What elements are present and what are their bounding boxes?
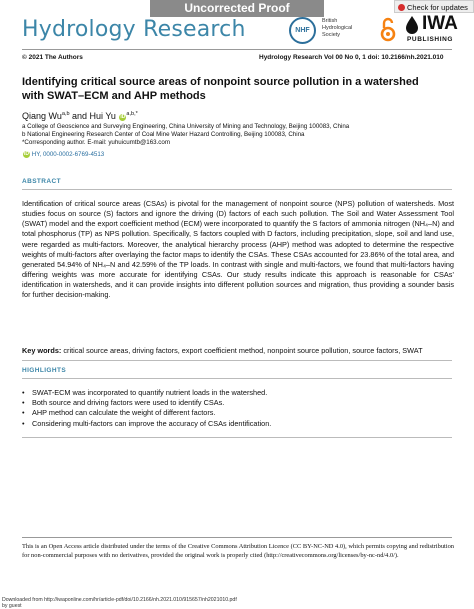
keywords <box>22 346 452 356</box>
highlights-list <box>22 388 452 429</box>
iwa-publishing-label: PUBLISHING <box>407 36 454 43</box>
nhf-logo: NHF <box>289 17 316 44</box>
abstract-divider <box>22 189 452 190</box>
author-affiliation-marker: a,b <box>61 111 70 117</box>
orcid-icon[interactable]: iD <box>120 114 126 120</box>
open-access-icon <box>380 17 396 43</box>
affiliation: a College of Geoscience and Surveying Engineering, China University of Mining and Technology, Beijing 100083, China <box>22 123 350 130</box>
bhs-line-2: Hydrological <box>322 25 353 31</box>
corresponding-author: *Corresponding author. E-mail: yuhuicumtb@163.com <box>22 139 170 146</box>
author-name: Hui Yu <box>89 111 116 121</box>
iwa-logo: IWA <box>422 13 458 34</box>
highlights-bottom-divider <box>22 437 452 438</box>
keywords-list: critical source areas, driving factors, export coefficient method, nonpoint source pollution, source factors, SWAT <box>61 346 423 355</box>
orcid-link[interactable] <box>22 151 104 158</box>
bhs-line-3: Society <box>322 32 341 38</box>
bhs-logo <box>322 18 352 39</box>
author-affiliation-marker: a,b,* <box>126 111 138 117</box>
author-separator: and <box>69 111 90 121</box>
highlights-divider <box>22 378 452 379</box>
orcid-icon: iD <box>24 151 29 157</box>
copyright: © 2021 The Authors <box>22 54 83 61</box>
header-divider <box>22 49 452 50</box>
download-watermark: Downloaded from http://iwaponline.com/hr/article-pdf/doi/10.2166/nh.2021.010/915657/nh2021010.pdf <box>2 597 237 603</box>
iwa-drop-icon <box>404 15 420 35</box>
download-watermark: by guest <box>2 603 22 609</box>
highlight-item: • AHP method can calculate the weight of different factors. <box>22 408 452 418</box>
proof-banner: Uncorrected Proof <box>150 0 324 17</box>
abstract-body: Identification of critical source areas (CSAs) is pivotal for the management of nonpoint source (NPS) pollution of watersheds. Most studies focus on source (S) factors and ignore the driving (D) factors of each such pollution. The Soil and Water Assessment Tool (SWAT) model and the export coefficient method (ECM) were incorporated to quantify the S factors of ammonia nitrogen (NH₄–N) and total phosphorus (TP) as NPS pollution. Specifically, S factors coupled with D factors, including precipitation, slope, soil and land use, were regarded as multi-factors. Moreover, the analytical hierarchy process (AHP) method was adopted to determine the respective weights of multi-factors after overlaying the factor maps to identify the CSAs. These CSAs accounted for 23.86% of the total area, and generated 54.94% of NH₄–N and 42.59% of the TP loads. In contrast with single and multi-factors, we found that multi-factors having differing weights was more accurate for identifying CSAs. Our study results indicate this approach is reasonable for CSAs’ identification in watersheds, and it can provide insights into different pollution sources and migration, thus providing a sounder basis for further decision-making. <box>22 199 454 300</box>
check-updates-label: Check for updates <box>407 3 468 12</box>
citation: Hydrology Research Vol 00 No 0, 1 doi: 10.2166/nh.2021.010 <box>259 54 444 61</box>
bhs-line-1: British <box>322 18 338 24</box>
author-line <box>22 111 138 121</box>
highlights-heading: HIGHLIGHTS <box>22 367 67 374</box>
article-title: Identifying critical source areas of nonpoint source pollution in a watershed with SWAT–ECM and AHP methods <box>22 76 419 102</box>
abstract-heading: ABSTRACT <box>22 178 61 185</box>
highlight-item: • Both source and driving factors were used to identify CSAs. <box>22 398 452 408</box>
check-updates-button[interactable] <box>394 0 474 13</box>
highlight-item: • Considering multi-factors can improve the accuracy of CSAs identification. <box>22 419 452 429</box>
license-notice: This is an Open Access article distributed under the terms of the Creative Commons Attribution Licence (CC BY-NC-ND 4.0), which permits copying and redistribution for non-commercial purposes with no derivatives, provided the original work is properly cited (http://creativecommons.org/licenses/by-nc-nd/4.0/). <box>22 543 454 559</box>
update-icon <box>398 4 405 11</box>
orcid-text: HY, 0000-0002-6769-4513 <box>31 151 105 158</box>
highlight-item: • SWAT-ECM was incorporated to quantify nutrient loads in the watershed. <box>22 388 452 398</box>
journal-title: Hydrology Research <box>22 17 246 42</box>
license-divider <box>22 537 452 538</box>
author-name: Qiang Wu <box>22 111 62 121</box>
keywords-label: Key words: <box>22 346 62 355</box>
keywords-divider <box>22 360 452 361</box>
affiliation: b National Engineering Research Center of Coal Mine Water Hazard Controlling, Beijing 100083, China <box>22 131 305 138</box>
